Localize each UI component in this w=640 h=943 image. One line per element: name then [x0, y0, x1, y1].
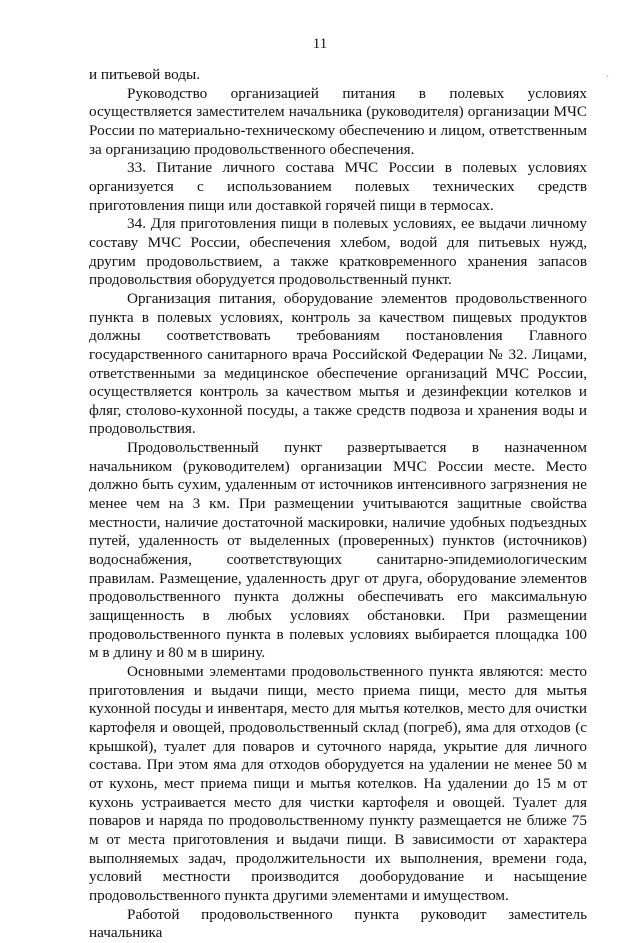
paragraph-food-management: Руководство организацией питания в полевых условиях осуществляется заместителем начальника (руководителя) организации МЧС России по материально-техническому обеспечению и лицом, ответственным за организацию продовольственного обеспечения.: [89, 84, 587, 158]
margin-mark: ·: [606, 72, 610, 83]
page-number: 11: [312, 36, 328, 52]
paragraph-item-34: 34. Для приготовления пищи в полевых условиях, ее выдачи личному составу МЧС России, обеспечения хлебом, водой для питьевых нужд, другим продовольствием, а также кратковременного хранения запасов продовольствия оборудуется продовольственный пункт.: [89, 215, 587, 289]
document-body: [89, 66, 587, 943]
paragraph-food-point-elements: Основными элементами продовольственного пункта являются: место приготовления и выдачи пищи, место приема пищи, место для мытья кухонной посуды и инвентаря, место для мытья котелков, место для очистки картофеля и овощей, продовольственный склад (погреб), яма для отходов (с крышкой), туалет для поваров и суточного наряда, укрытие для личного состава. При этом яма для отходов оборудуется на удалении не менее 50 м от кухонь, мест приема пищи и мытья котелков. На удалении до 15 м от кухонь устраивается место для чистки картофеля и овощей. Туалет для поваров и наряда по продовольственному пункту размещается не ближе 75 м от места приготовления и выдачи пищи. В зависимости от характера выполняемых задач, продолжительности их выполнения, времени года, условий местности производится дооборудование и насыщение продовольственного пункта другими элементами и имуществом.: [89, 663, 587, 904]
paragraph-continuation: и питьевой воды.: [89, 66, 201, 83]
paragraph-food-point-placement: Продовольственный пункт развертывается в назначенном начальником (руководителем) организации МЧС России месте. Место должно быть сухим, удаленным от источников интенсивного загрязнения не менее чем на 3 км. При размещении учитываются защитные свойства местности, наличие достаточной маскировки, наличие удобных подъездных путей, удаленность от выделенных (проверенных) пунктов (источников) водоснабжения, соответствующих санитарно-эпидемиологическим правилам. Размещение, удаленность друг от друга, оборудование элементов продовольственного пункта должны обеспечивать его максимальную защищенность в любых условиях обстановки. При размещении продовольственного пункта в полевых условиях выбирается площадка 100 м в длину и 80 м в ширину.: [89, 439, 587, 662]
paragraph-food-organization: Организация питания, оборудование элементов продовольственного пункта в полевых условиях, контроль за качеством пищевых продуктов должны соответствовать требованиям постановления Главного государственного санитарного врача Российской Федерации № 32. Лицами, ответственными за медицинское обеспечение организаций МЧС России, осуществляется контроль за качеством мытья и дезинфекции котелков и фляг, столово-кухонной посуды, а также средств подвоза и хранения воды и продовольствия.: [89, 289, 587, 438]
paragraph-item-33: 33. Питание личного состава МЧС России в полевых условиях организуется с использованием полевых технических средств приготовления пищи или доставкой горячей пищи в термосах.: [89, 159, 587, 214]
paragraph-food-point-management: Работой продовольственного пункта руководит заместитель начальника: [89, 905, 587, 942]
